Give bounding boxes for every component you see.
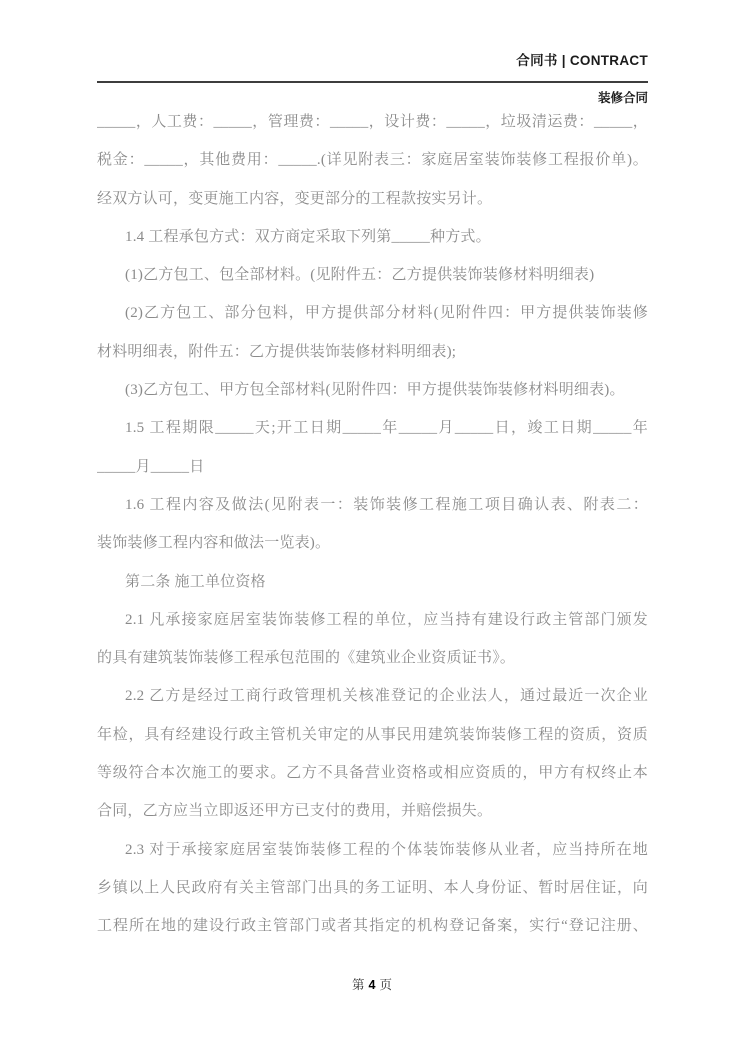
contract-line: 2.3 对于承接家庭居室装饰装修工程的个体装饰装修从业者，应当持所在地 [125, 841, 648, 858]
contract-line: _____月_____日 [97, 458, 205, 475]
header-divider [97, 81, 648, 83]
contract-line: 年检，具有经建设行政主管机关审定的从事民用建筑装饰装修工程的资质，资质 [97, 726, 648, 743]
contract-line: 2.1 凡承接家庭居室装饰装修工程的单位，应当持有建设行政主管部门颁发 [125, 611, 648, 628]
contract-line: _____，人工费：_____，管理费：_____，设计费：_____，垃圾清运费：_____， [97, 114, 648, 130]
contract-line: (3)乙方包工、甲方包全部材料(见附件四：甲方提供装饰装修材料明细表)。 [125, 382, 625, 399]
contract-line: 1.6 工程内容及做法(见附表一：装饰装修工程施工项目确认表、附表二： [125, 496, 648, 513]
contract-line: 合同，乙方应当立即返还甲方已支付的费用，并赔偿损失。 [97, 803, 493, 820]
contract-line: (1)乙方包工、包全部材料。(见附件五：乙方提供装饰装修材料明细表) [125, 267, 595, 284]
contract-line: 1.4 工程承包方式：双方商定采取下列第_____种方式。 [125, 228, 491, 245]
page-number-prefix: 第 [352, 978, 365, 992]
contract-line: 税金：_____，其他费用：_____.(详见附表三：家庭居室装饰装修工程报价单)。 [97, 152, 648, 169]
contract-line: (2)乙方包工、部分包料，甲方提供部分材料(见附件四：甲方提供装饰装修 [125, 305, 648, 322]
contract-line: 乡镇以上人民政府有关主管部门出具的务工证明、本人身份证、暂时居住证，向 [97, 879, 648, 896]
page-footer [0, 975, 744, 993]
document-subtitle: 装修合同 [597, 91, 648, 105]
contract-line: 等级符合本次施工的要求。乙方不具备营业资格或相应资质的，甲方有权终止本 [97, 765, 648, 782]
document-type-label: 合同书 | CONTRACT [516, 53, 648, 68]
contract-line: 的具有建筑装饰装修工程承包范围的《建筑业企业资质证书》。 [97, 650, 516, 667]
contract-line: 1.5 工程期限_____天;开工日期_____年_____月_____日，竣工日期_____年 [125, 420, 648, 437]
contract-line: 2.2 乙方是经过工商行政管理机关核准登记的企业法人，通过最近一次企业 [125, 688, 648, 705]
contract-line: 经双方认可，变更施工内容，变更部分的工程款按实另计。 [97, 190, 493, 207]
contract-line: 材料明细表，附件五：乙方提供装饰装修材料明细表); [97, 343, 457, 360]
page-number-suffix: 页 [379, 978, 392, 992]
contract-line: 装饰装修工程内容和做法一览表)。 [97, 535, 331, 552]
page-number: 4 [368, 978, 376, 992]
contract-line: 工程所在地的建设行政主管部门或者其指定的机构登记备案，实行“登记注册、 [97, 918, 648, 935]
contract-section-heading: 第二条 施工单位资格 [125, 573, 266, 590]
contract-body [97, 103, 648, 946]
